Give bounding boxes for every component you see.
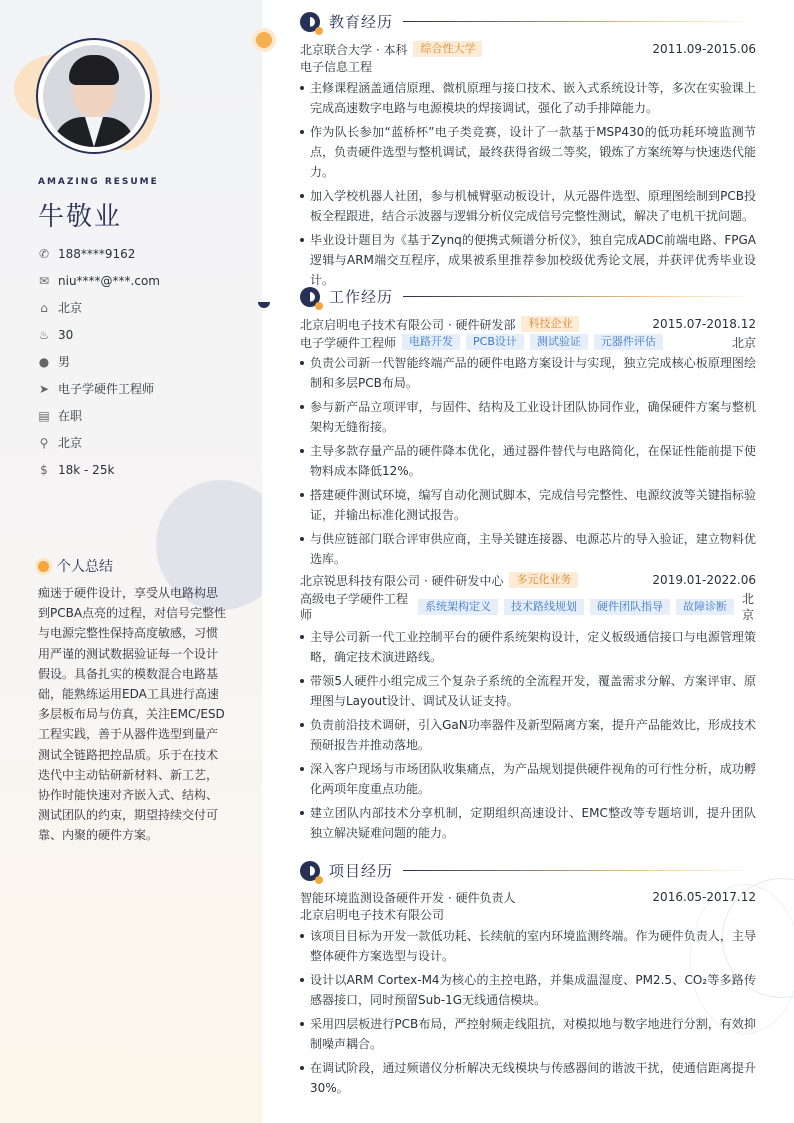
resume-eyebrow: AMAZING RESUME [38,177,159,187]
skill-tag: 系统架构定义 [418,599,498,615]
info-text: 北京 [58,301,83,315]
skill-tags [412,599,734,615]
gender-icon: ● [38,354,50,369]
skill-tag: 测试验证 [530,334,588,350]
summary-text: 痴迷于硬件设计，享受从电路构思到PCBA点亮的过程，对信号完整性与电源完整性保持高度敏感，习惯用严谨的测试数据验证每一个设计假设。具备扎实的模数混合电路基础，能熟练运用EDA工具进行高速多层板布局与仿真，关注EMC/ESD工程实践，善于从器件选型到量产测试全链路把控品质。乐于在技术迭代中主动钻研新材料、新工艺，协作时能快速对齐嵌入式、结构、测试团队的约束，期望持续交付可靠、内聚的硬件方案。 [38,586,227,843]
skill-tag: 元器件评估 [594,334,663,350]
skill-tag: 电路开发 [402,334,460,350]
bullet-item: 在调试阶段，通过频谱仪分析解决无线模块与传感器间的谐波干扰，使通信距离提升30%。 [300,1058,756,1098]
summary-title: 个人总结 [57,559,113,575]
bullet-item: 搭建硬件测试环境，编写自动化测试脚本，完成信号完整性、电源纹波等关键指标验证，并输出标准化测试报告。 [300,485,756,525]
info-item [38,456,160,483]
education-bullets [300,78,756,290]
work-section-header [300,286,756,307]
major: 电子信息工程 [300,60,373,74]
bullet-item: 主导公司新一代工业控制平台的硬件系统架构设计，定义板级通信接口与电源管理策略，确定技术演进路线。 [300,627,756,667]
info-item [38,321,160,348]
section-icon [300,12,320,32]
job-city: 北京 [731,335,756,350]
project-name: 智能环境监测设备硬件开发 · 硬件负责人 [300,890,516,905]
info-text: 188****9162 [58,246,136,261]
salary-icon: $ [40,462,48,477]
job-bullets [300,353,756,569]
bullet-item: 带领5人硬件小组完成三个复杂子系统的全流程开发，覆盖需求分解、方案评审、原理图与Layout设计、调试及认证支持。 [300,671,756,711]
bullet-item: 负责前沿技术调研，引入GaN功率器件及新型隔离方案，提升产品能效比，形成技术预研报告并推动落地。 [300,715,756,755]
info-item [38,294,160,321]
company-tag: 多元化业务 [509,572,578,588]
send-icon: ➤ [38,381,50,396]
company-name: 北京锐思科技有限公司 · 硬件研发中心 [300,573,504,588]
section-title: 教育经历 [329,13,394,31]
bullet-item: 深入客户现场与市场团队收集痛点，为产品规划提供硬件视角的可行性分析，成功孵化两项年度重点功能。 [300,759,756,799]
job-role: 电子学硬件工程师 [300,335,397,350]
company-name: 北京启明电子技术有限公司 · 硬件研发部 [300,317,516,332]
job-role: 高级电子学硬件工程师 [300,592,409,622]
project-section-header [300,860,756,881]
skill-tags [396,334,663,350]
bullet-item: 该项目目标为开发一款低功耗、长续航的室内环境监测终端。作为硬件负责人，主导整体硬件方案选型与设计。 [300,926,756,966]
decorative-dot [256,32,272,48]
personal-info-list [38,240,160,483]
education-header-row [300,40,756,58]
info-text: 18k - 25k [58,462,115,477]
section-divider [403,21,756,22]
bullet-item: 作为队长参加“蓝桥杯”电子类竞赛，设计了一款基于MSP430的低功耗环境监测节点，负责硬件选型与整机调试，最终获得省级二等奖，锻炼了方案统筹与快速迭代能力。 [300,122,756,182]
bullet-item: 建立团队内部技术分享机制，定期组织高速设计、EMC整改等专题培训，提升团队独立解决疑难问题的能力。 [300,803,756,843]
project-bullets [300,926,756,1098]
home-icon: ⌂ [40,300,48,315]
info-text: 在职 [58,409,83,423]
section-divider [403,870,756,871]
bullet-item: 主导多款存量产品的硬件降本优化，通过器件替代与电路简化，在保证性能前提下使物料成本降低12%。 [300,441,756,481]
location-pin-icon: ⚲ [39,435,49,450]
work-entry [300,315,756,573]
info-item [38,348,160,375]
info-item [38,267,160,294]
bullet-item: 与供应链部门联合评审供应商，主导关键连接器、电源芯片的导入验证，建立物料优选库。 [300,529,756,569]
skill-tag: 技术路线规划 [504,599,584,615]
section-divider [403,296,756,297]
job-bullets [300,627,756,843]
info-item [38,375,160,402]
bullet-item: 加入学校机器人社团，参与机械臂驱动板设计，从元器件选型、原理图绘制到PCB投板全程跟进，结合示波器与逻辑分析仪完成信号完整性测试，解决了电机干扰问题。 [300,186,756,226]
section-icon [300,287,320,307]
skill-tag: 硬件团队指导 [590,599,670,615]
skill-tag: PCB设计 [466,334,524,350]
summary-dot-icon [38,561,49,572]
avatar [36,38,152,154]
education-period: 2011.09-2015.06 [652,42,756,56]
project-header-row [300,888,756,906]
job-role-row [300,589,756,625]
bullet-item: 毕业设计题目为《基于Zynq的便携式频谱分析仪》，独自完成ADC前端电路、FPGA逻辑与ARM端交互程序，成果被系里推荐参加校级优秀论文展，并获评优秀毕业设计。 [300,230,756,290]
bullet-item: 采用四层板进行PCB布局，严控射频走线阻抗，对模拟地与数字地进行分割，有效抑制噪声耦合。 [300,1014,756,1054]
skill-tag: 故障诊断 [676,599,734,615]
bullet-item: 参与新产品立项评审，与固件、结构及工业设计团队协同作业，确保硬件方案与整机架构无缝衔接。 [300,397,756,437]
company-tag: 科技企业 [521,316,579,332]
project-period: 2016.05-2017.12 [652,890,756,904]
school-name: 北京联合大学 · 本科 [300,42,408,57]
briefcase-icon: ▤ [38,408,50,423]
work-entry [300,571,756,847]
candidate-name: 牛敬业 [38,202,123,232]
info-item [38,240,160,267]
job-period: 2019.01-2022.06 [652,573,756,587]
job-header-row [300,315,756,333]
info-text: 30 [58,327,74,342]
phone-icon: ✆ [38,246,50,261]
sidebar [0,0,262,1123]
school-tag: 综合性大学 [413,41,482,57]
section-title: 工作经历 [329,288,394,306]
section-icon [300,861,320,881]
summary-heading [38,556,113,576]
job-role-row [300,333,756,351]
education-entry [300,40,756,294]
bullet-item: 负责公司新一代智能终端产品的硬件电路方案设计与实现，独立完成核心板原理图绘制和多层PCB布局。 [300,353,756,393]
section-title: 项目经历 [329,862,394,880]
job-header-row [300,571,756,589]
project-entry [300,888,756,1102]
job-city: 北京 [742,592,755,622]
cake-icon: ♨ [38,327,50,342]
info-text: 男 [58,355,71,369]
mail-icon: ✉ [38,273,50,288]
job-period: 2015.07-2018.12 [652,317,756,331]
education-section-header [300,11,756,32]
profile-photo [43,45,145,147]
bullet-item: 设计以ARM Cortex-M4为核心的主控电路，并集成温湿度、PM2.5、CO₂等多路传感器接口，同时预留Sub-1G无线通信模块。 [300,970,756,1010]
project-company: 北京启明电子技术有限公司 [300,908,445,922]
info-text: niu****@***.com [58,273,160,288]
bullet-item: 主修课程涵盖通信原理、微机原理与接口技术、嵌入式系统设计等，多次在实验课上完成高速数字电路与电源模块的焊接调试，强化了动手排障能力。 [300,78,756,118]
info-item [38,429,160,456]
info-item [38,402,160,429]
info-text: 北京 [58,436,83,450]
info-text: 电子学硬件工程师 [58,382,155,396]
